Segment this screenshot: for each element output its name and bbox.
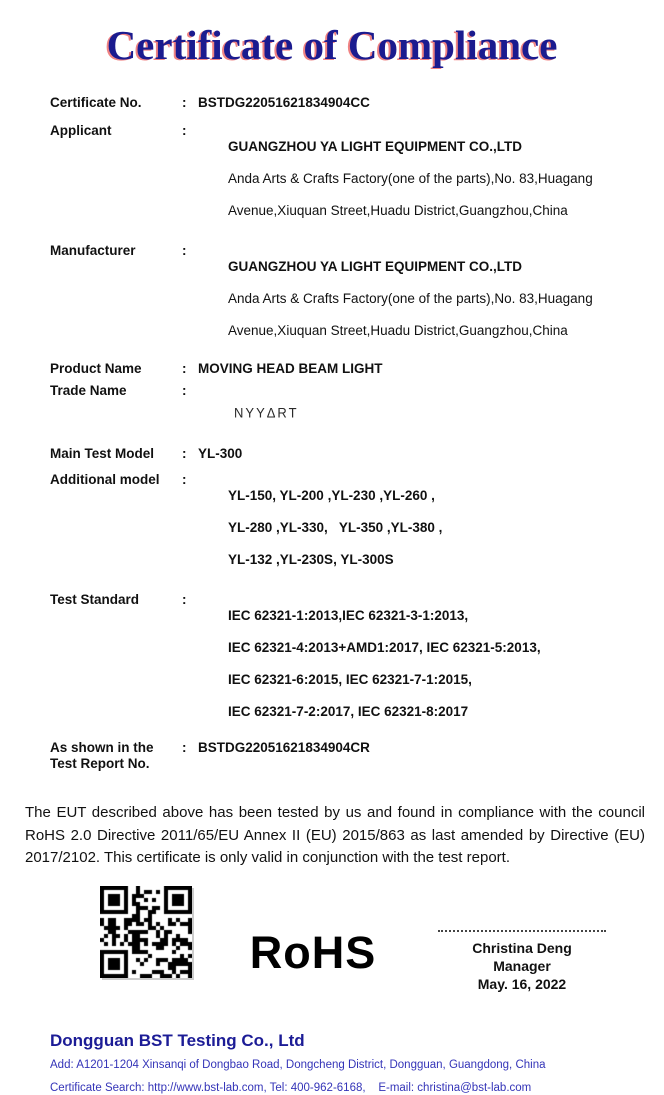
- signatory-name: Christina Deng: [472, 939, 572, 956]
- colon: :: [182, 446, 187, 461]
- additional-model-line2: YL-280 ,YL-330, YL-350 ,YL-380 ,: [228, 520, 443, 535]
- signatory-title: Manager: [493, 957, 551, 974]
- label-additional-model: Additional model: [50, 472, 160, 487]
- additional-model-line1: YL-150, YL-200 ,YL-230 ,YL-260 ,: [228, 488, 435, 503]
- applicant-address-line2: Avenue,Xiuquan Street,Huadu District,Guangzhou,China: [228, 203, 568, 218]
- label-applicant: Applicant: [50, 123, 112, 138]
- label-manufacturer: Manufacturer: [50, 243, 136, 258]
- label-main-test-model: Main Test Model: [50, 446, 155, 461]
- row-trade-name: [50, 383, 626, 437]
- compliance-statement: The EUT described above has been tested by us and found in compliance with the council RoHS 2.0 Directive 2011/65/EU Annex II (EU) 2015/863 as last amended by Directive (EU) 2017/2102. This certificate is only valid in conjunction with the test report.: [25, 804, 645, 866]
- value-applicant: [198, 123, 626, 235]
- qr-code: [100, 886, 192, 978]
- colon: :: [182, 95, 187, 110]
- test-standard-line3: IEC 62321-6:2015, IEC 62321-7-1:2015,: [228, 672, 472, 687]
- certificate-title: Certificate of Compliance: [106, 22, 558, 68]
- trade-name-logo: NYYΔRT: [234, 404, 299, 421]
- colon: :: [182, 123, 187, 138]
- colon: :: [182, 361, 187, 376]
- label-product-name: Product Name: [50, 361, 142, 376]
- test-standard-line4: IEC 62321-7-2:2017, IEC 62321-8:2017: [228, 704, 469, 719]
- colon: :: [182, 243, 187, 258]
- applicant-company: GUANGZHOU YA LIGHT EQUIPMENT CO.,LTD: [228, 139, 523, 154]
- row-manufacturer: [50, 243, 626, 355]
- value-manufacturer: [198, 243, 626, 355]
- value-product-name: MOVING HEAD BEAM LIGHT: [198, 361, 383, 376]
- company-name: Dongguan BST Testing Co., Ltd: [50, 1030, 305, 1050]
- signature-dotted-line: [438, 930, 606, 932]
- colon: :: [182, 383, 187, 398]
- colon: :: [182, 472, 187, 487]
- label-test-report-no-line1: As shown in the: [50, 740, 154, 755]
- label-trade-name: Trade Name: [50, 383, 127, 398]
- label-test-report-no: [50, 740, 182, 772]
- colon: :: [182, 592, 187, 607]
- value-main-test-model: YL-300: [198, 446, 243, 461]
- label-certificate-no: Certificate No.: [50, 95, 142, 110]
- value-certificate-no: BSTDG22051621834904CC: [198, 95, 370, 110]
- label-test-standard: Test Standard: [50, 592, 140, 607]
- manufacturer-address-line1: Anda Arts & Crafts Factory(one of the parts),No. 83,Huagang: [228, 291, 593, 306]
- additional-model-line3: YL-132 ,YL-230S, YL-300S: [228, 552, 394, 567]
- row-product-name: [50, 361, 626, 377]
- value-test-standard: [198, 592, 626, 736]
- company-address: Add: A1201-1204 Xinsanqi of Dongbao Road, Dongcheng District, Dongguan, Guangdong, China: [50, 1058, 546, 1071]
- value-test-report-no: BSTDG22051621834904CR: [198, 740, 370, 755]
- row-main-test-model: [50, 446, 626, 462]
- test-standard-line1: IEC 62321-1:2013,IEC 62321-3-1:2013,: [228, 608, 469, 623]
- row-certificate-no: [50, 95, 626, 111]
- test-standard-line2: IEC 62321-4:2013+AMD1:2017, IEC 62321-5:2013,: [228, 640, 541, 655]
- row-test-report-no: [50, 740, 626, 772]
- marks-row: [0, 886, 664, 993]
- value-trade-name: [198, 383, 626, 437]
- rohs-mark: RoHS: [249, 926, 377, 978]
- signature-block: [434, 930, 610, 993]
- row-test-standard: [50, 592, 626, 736]
- certificate-fields: [50, 95, 626, 772]
- certificate-page: [0, 20, 664, 1094]
- value-additional-model: [198, 472, 626, 584]
- label-test-report-no-line2: Test Report No.: [50, 756, 150, 771]
- signature-date: May. 16, 2022: [477, 975, 567, 992]
- manufacturer-company: GUANGZHOU YA LIGHT EQUIPMENT CO.,LTD: [228, 259, 523, 274]
- colon: :: [182, 740, 187, 755]
- company-contact: Certificate Search: http://www.bst-lab.com, Tel: 400-962-6168, E-mail: christina@bst-lab.com: [50, 1081, 532, 1094]
- manufacturer-address-line2: Avenue,Xiuquan Street,Huadu District,Guangzhou,China: [228, 323, 568, 338]
- qr-code-container: [100, 886, 192, 978]
- row-additional-model: [50, 472, 626, 584]
- applicant-address-line1: Anda Arts & Crafts Factory(one of the parts),No. 83,Huagang: [228, 171, 593, 186]
- footer: [50, 1031, 644, 1095]
- row-applicant: [50, 123, 626, 235]
